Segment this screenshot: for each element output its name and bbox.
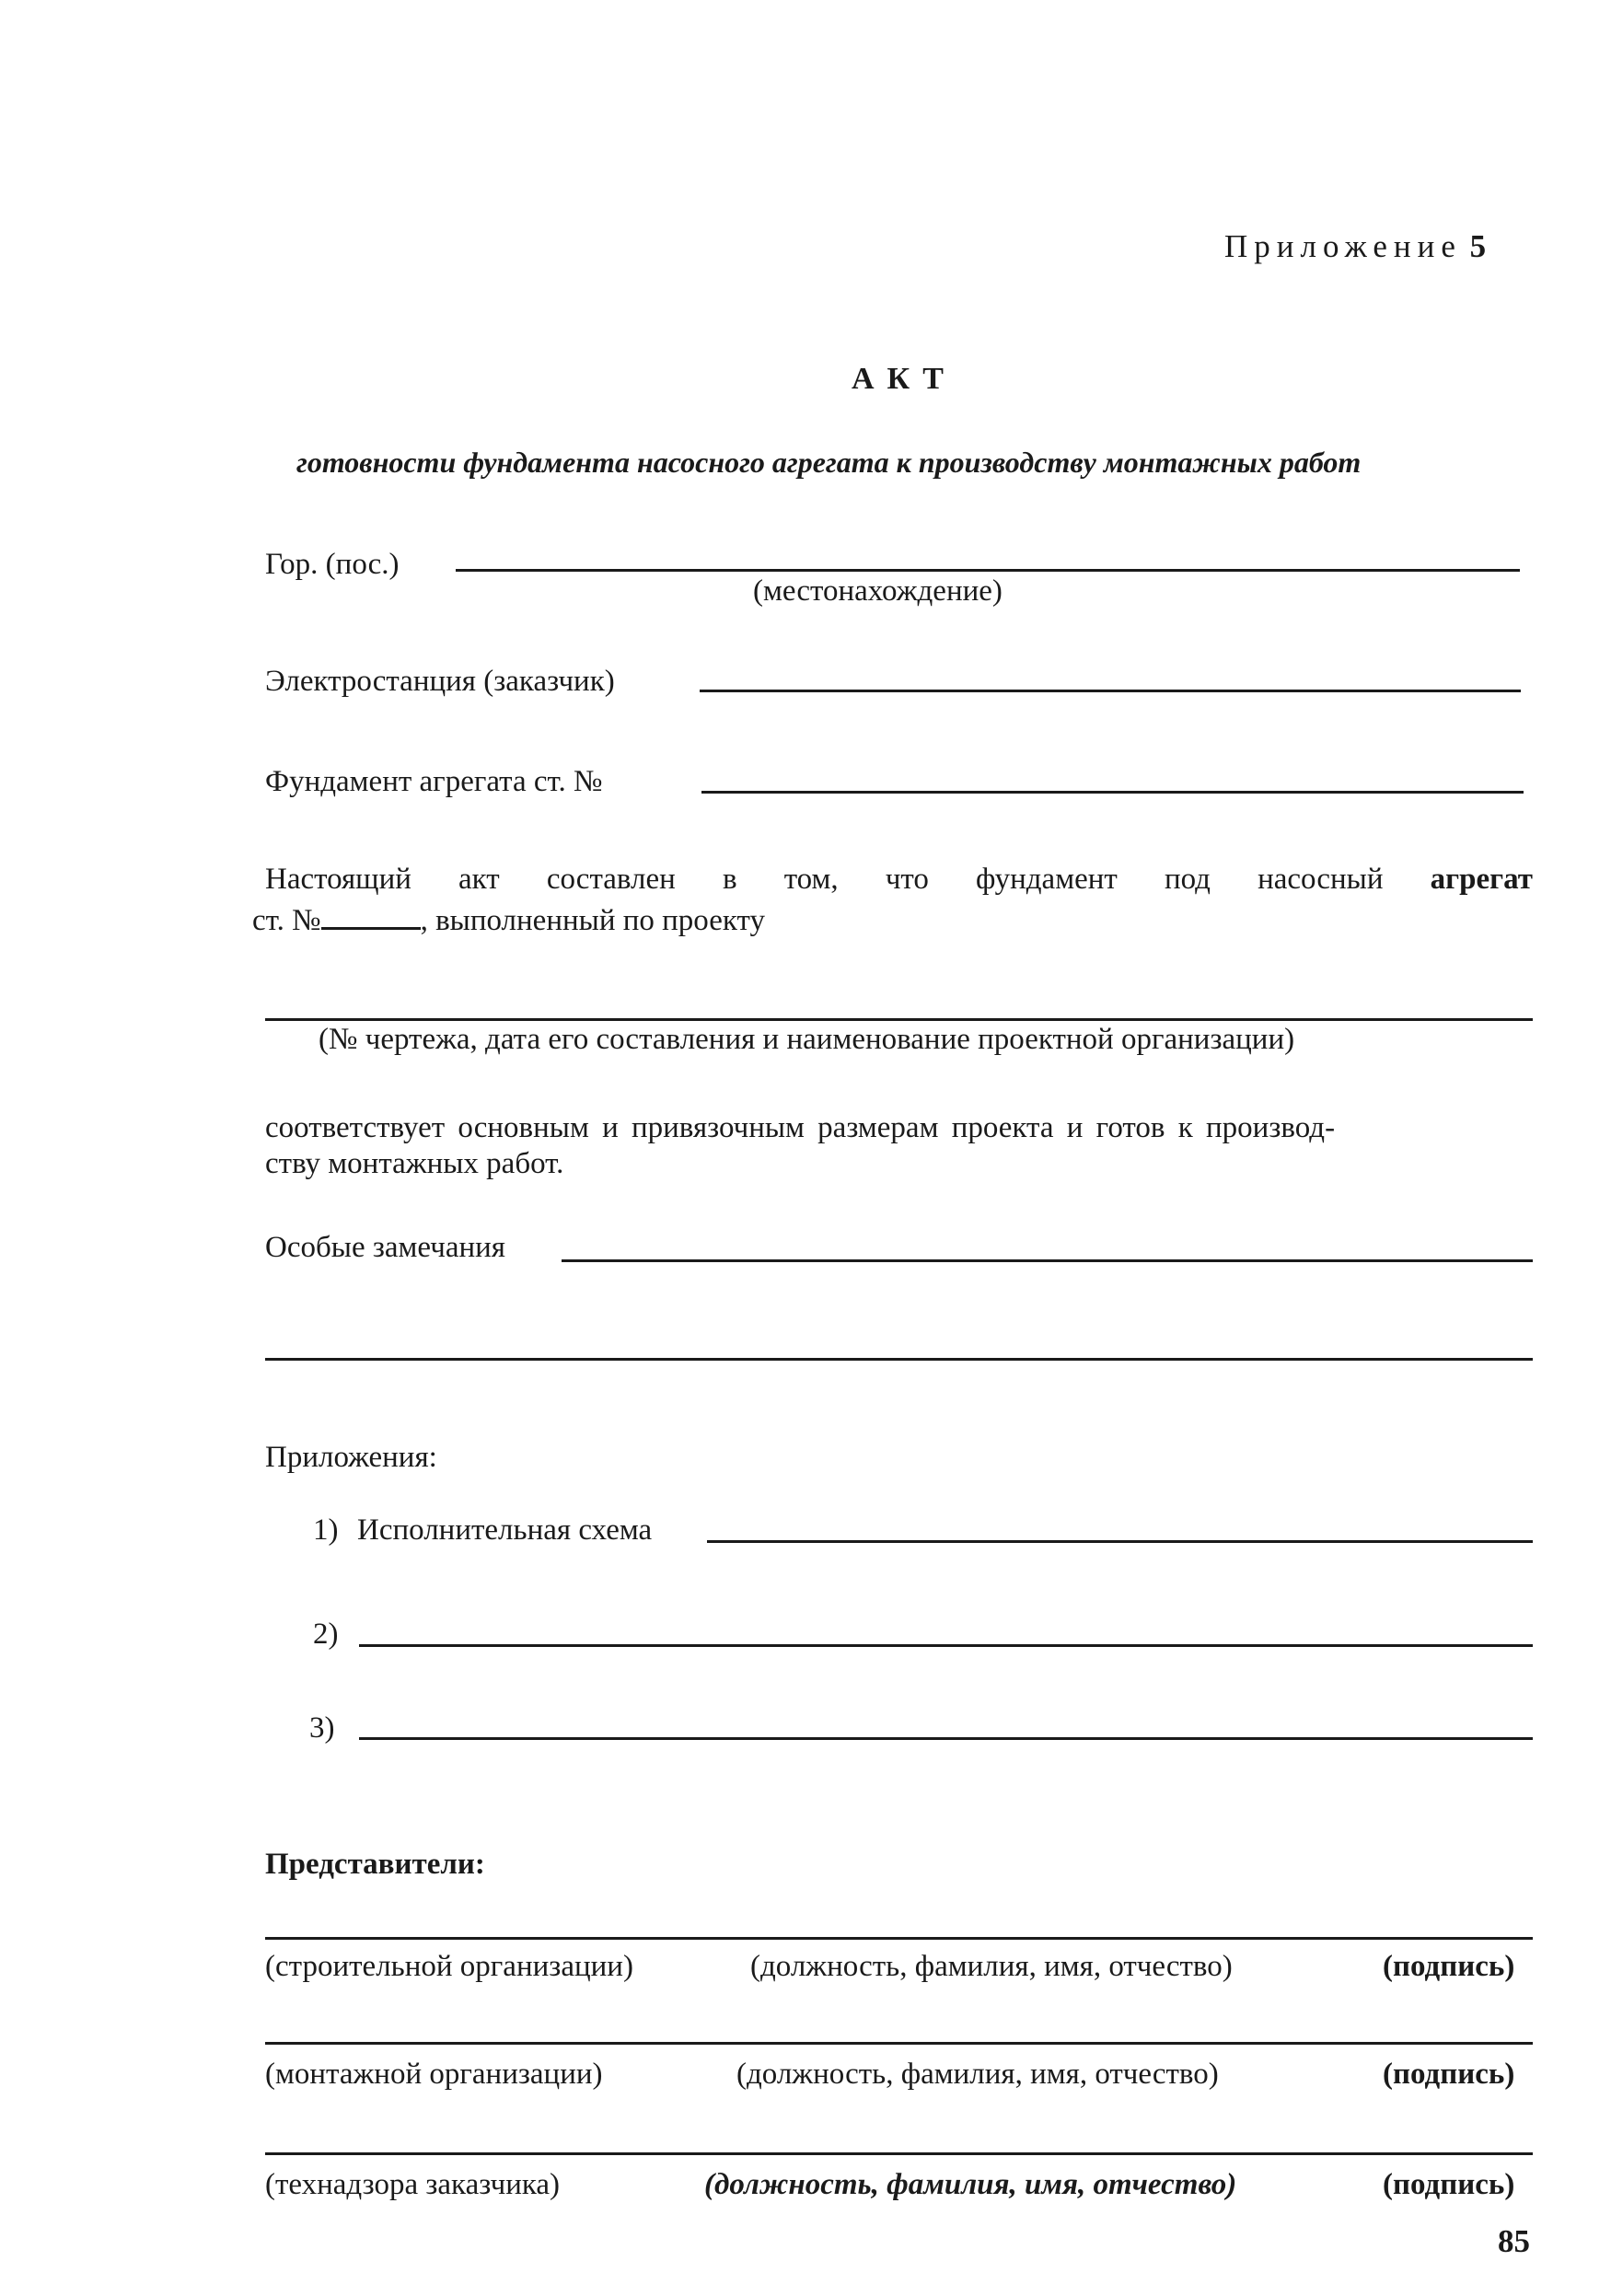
- attachment-1-number: 1): [313, 1513, 339, 1547]
- representative-3-person: (должность, фамилия, имя, отчество): [704, 2168, 1237, 2201]
- representative-3-org: (технадзора заказчика): [265, 2168, 561, 2201]
- representative-1-org: (строительной организации): [265, 1950, 633, 1983]
- paragraph-1-line-2: [252, 902, 765, 939]
- representative-3-sign: (подпись): [1383, 2168, 1515, 2201]
- remarks-input-line-1[interactable]: [562, 1259, 1533, 1262]
- representative-2-sign: (подпись): [1383, 2058, 1515, 2091]
- word: том,: [783, 863, 839, 896]
- document-title: АКТ: [852, 362, 956, 396]
- paragraph-2-line-2: ству монтажных работ.: [265, 1147, 564, 1180]
- attachment-2-input-line[interactable]: [359, 1644, 1533, 1647]
- attachment-3-input-line[interactable]: [359, 1737, 1533, 1740]
- representative-3-line[interactable]: [265, 2152, 1533, 2155]
- word: насосный: [1258, 863, 1384, 896]
- remarks-label: Особые замечания: [265, 1231, 505, 1264]
- appendix-word: Приложение: [1224, 228, 1462, 264]
- representatives-heading: Представители:: [265, 1848, 485, 1881]
- word: что: [885, 863, 929, 896]
- foundation-input-line[interactable]: [701, 791, 1524, 794]
- city-label: Гор. (пос.): [265, 548, 400, 581]
- attachments-heading: Приложения:: [265, 1441, 437, 1474]
- station-number-prefix: ст. №: [252, 904, 321, 937]
- word: агрегат: [1430, 863, 1533, 896]
- attachment-2-number: 2): [313, 1618, 339, 1651]
- word: составлен: [546, 863, 676, 896]
- drawing-caption: (№ чертежа, дата его составления и наименование проектной организации): [319, 1023, 1295, 1056]
- representative-2-person: (должность, фамилия, имя, отчество): [736, 2058, 1219, 2091]
- city-caption: (местонахождение): [753, 574, 1003, 608]
- appendix-number: 5: [1469, 228, 1487, 264]
- representative-1-person: (должность, фамилия, имя, отчество): [750, 1950, 1233, 1983]
- representative-1-line[interactable]: [265, 1937, 1533, 1940]
- city-input-line[interactable]: [456, 569, 1520, 572]
- station-input-line[interactable]: [700, 690, 1521, 692]
- word: акт: [458, 863, 500, 896]
- paragraph-2-line-1: соответствует основным и привязочным размерам проекта и готов к производ-: [265, 1111, 1336, 1144]
- attachment-1-input-line[interactable]: [707, 1540, 1533, 1543]
- appendix-label: [1224, 228, 1486, 265]
- station-label: Электростанция (заказчик): [265, 665, 615, 698]
- page-number: 85: [1498, 2223, 1530, 2259]
- word: в: [722, 863, 737, 896]
- word: под: [1164, 863, 1211, 896]
- word: фундамент: [976, 863, 1118, 896]
- representative-2-org: (монтажной организации): [265, 2058, 603, 2091]
- document-subtitle: готовности фундамента насосного агрегата к производству монтажных работ: [296, 446, 1362, 479]
- attachment-1-text: Исполнительная схема: [357, 1513, 653, 1547]
- word: Настоящий: [265, 863, 411, 896]
- project-text: , выполненный по проекту: [420, 904, 765, 937]
- foundation-label: Фундамент агрегата ст. №: [265, 765, 603, 798]
- representative-1-sign: (подпись): [1383, 1950, 1515, 1983]
- paragraph-1-line-1: [265, 861, 1533, 898]
- remarks-input-line-2[interactable]: [265, 1358, 1533, 1361]
- station-number-blank[interactable]: [321, 903, 421, 930]
- representative-2-line[interactable]: [265, 2042, 1533, 2045]
- attachment-3-number: 3): [309, 1711, 335, 1745]
